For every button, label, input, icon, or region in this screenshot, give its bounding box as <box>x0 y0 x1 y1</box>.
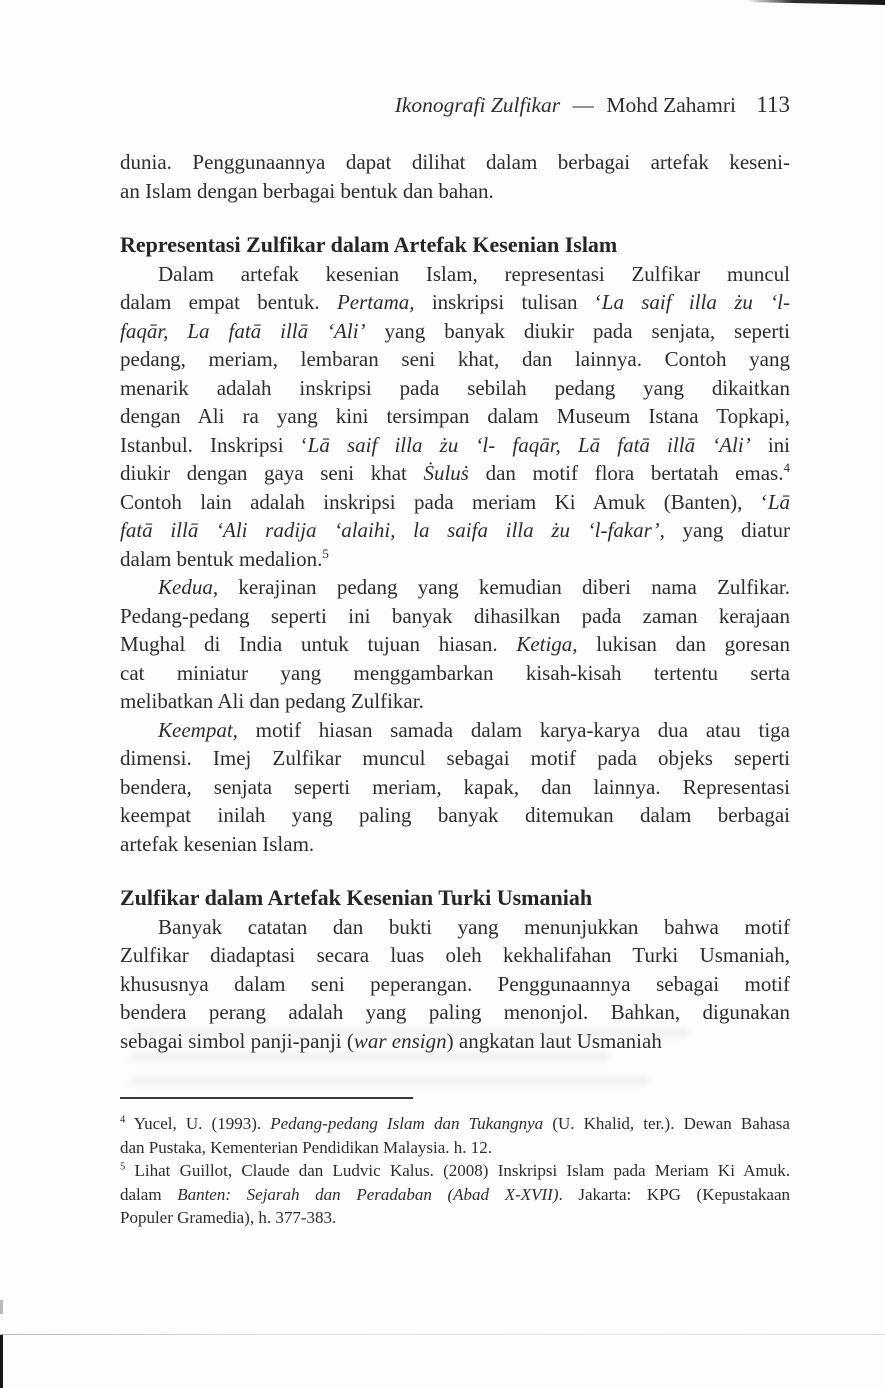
text-run: dimensi. Imej Zulfikar muncul sebagai motif pada objeks seperti <box>120 746 790 770</box>
text-line <box>120 1027 790 1056</box>
running-header <box>120 92 790 118</box>
header-article-title: Ikonografi Zulfikar <box>394 93 561 117</box>
text-run: Dalam artefak kesenian Islam, representasi Zulfikar muncul <box>158 261 790 286</box>
text-run: Banten: Sejarah dan Peradaban (Abad X-XVII) <box>177 1184 559 1204</box>
text-run: fatā illā ‘Ali radija ‘alaihi, la saifa illa żu ‘l-fakar’ <box>120 518 660 542</box>
footnotes-section <box>120 1097 790 1230</box>
text-run: Pedang-pedang seperti ini banyak dihasilkan pada zaman kerajaan <box>120 603 790 628</box>
text-run: keempat inilah yang paling banyak ditemukan dalam berbagai <box>120 803 790 827</box>
text-run: dan Pustaka, Kementerian Pendidikan Malaysia. h. 12. <box>120 1137 493 1157</box>
text-run: ini <box>750 432 790 457</box>
text-line <box>120 716 790 745</box>
text-line <box>120 260 790 289</box>
text-run: Pertama, <box>336 290 415 314</box>
text-run: ) angkatan laut Usmaniah <box>446 1028 662 1053</box>
text-run: menarik adalah inskripsi pada sebilah pedang yang dikaitkan <box>120 375 790 400</box>
paragraph <box>120 148 790 205</box>
text-run: , yang diatur <box>659 518 790 542</box>
text-line <box>120 431 790 460</box>
text-line <box>120 1183 790 1207</box>
text-run: (U. Khalid, ter.). Dewan Bahasa <box>543 1114 790 1133</box>
footnote-separator-rule <box>120 1097 413 1099</box>
text-run: faqār, La fatā illā ‘Ali’ <box>120 318 366 343</box>
text-line <box>120 1206 790 1230</box>
text-run: dalam empat bentuk. <box>120 290 337 314</box>
text-line <box>120 687 790 716</box>
text-line <box>120 545 790 574</box>
text-run: dalam <box>120 1184 178 1204</box>
text-run: Contoh lain adalah inskripsi pada meriam Ki Amuk (Banten), ‘ <box>120 489 768 514</box>
text-run: Lihat Guillot, Claude dan Ludvic Kalus. (2008) Inskripsi Islam pada Meriam Ki Amuk. <box>125 1161 790 1180</box>
text-run: Istanbul. Inskripsi ‘ <box>120 432 308 457</box>
text-line <box>120 1159 790 1183</box>
text-run: sebagai simbol panji-panji ( <box>120 1028 354 1053</box>
text-line <box>120 941 790 970</box>
text-run: La saif illa żu ‘l- <box>601 290 790 314</box>
footnote-list <box>120 1112 790 1230</box>
paragraph <box>120 913 790 1056</box>
scan-artifact-bottom-line <box>0 1334 885 1335</box>
footnote <box>120 1159 790 1230</box>
text-run: yang banyak diukir pada senjata, seperti <box>365 318 791 343</box>
header-dash: — <box>572 93 595 117</box>
text-run: Ṡuluṡ <box>423 461 469 485</box>
text-line <box>120 998 790 1027</box>
page-number: 113 <box>756 92 790 117</box>
footnote-marker: 4 <box>783 460 790 475</box>
text-line <box>120 288 790 317</box>
section-heading: Representasi Zulfikar dalam Artefak Kesenian Islam <box>120 232 618 257</box>
text-line <box>120 317 790 346</box>
text-run: kerajinan pedang yang kemudian diberi nama Zulfikar. <box>218 575 790 599</box>
text-run: lukisan dan goresan <box>577 632 790 656</box>
text-run: Populer Gramedia), h. 377-383. <box>120 1208 337 1227</box>
text-run: . Jakarta: KPG (Kepustakaan <box>558 1184 791 1204</box>
text-run: an Islam dengan berbagai bentuk dan bahan. <box>120 178 494 203</box>
text-run: Zulfikar diadaptasi secara luas oleh kekhalifahan Turki Usmaniah, <box>120 943 790 967</box>
text-line <box>120 516 790 545</box>
text-line <box>120 801 790 830</box>
footnote-marker: 5 <box>120 1161 126 1173</box>
text-line <box>120 913 790 942</box>
text-line <box>120 177 790 206</box>
text-run: Ketiga, <box>516 632 578 656</box>
text-line <box>120 573 790 602</box>
header-author: Mohd Zahamri <box>606 93 736 117</box>
text-run: dalam bentuk medalion. <box>120 546 323 571</box>
text-line <box>120 374 790 403</box>
text-line <box>120 744 790 773</box>
text-line <box>120 602 790 631</box>
text-run: melibatkan Ali dan pedang Zulfikar. <box>120 689 424 713</box>
page-content <box>120 92 790 1230</box>
text-run: diukir dengan gaya seni khat <box>120 461 424 485</box>
text-run: Yucel, U. (1993). <box>125 1114 271 1133</box>
paragraph <box>120 573 790 716</box>
scan-artifact-left-edge-strip <box>0 1335 3 1388</box>
text-line <box>120 773 790 802</box>
text-line <box>120 630 790 659</box>
text-run: dan motif flora bertatah emas. <box>468 461 784 485</box>
text-run: artefak kesenian Islam. <box>120 831 315 856</box>
text-line <box>120 345 790 374</box>
text-run: dunia. Penggunaannya dapat dilihat dalam berbagai artefak keseni- <box>120 150 790 174</box>
page-body <box>120 148 790 1055</box>
text-run: Kedua, <box>158 575 219 599</box>
text-line <box>120 459 790 488</box>
text-run: Banyak catatan dan bukti yang menunjukkan bahwa motif <box>158 914 790 939</box>
footnote <box>120 1112 790 1159</box>
text-run: motif hiasan samada dalam karya-karya dua atau tiga <box>237 717 790 742</box>
text-run: pedang, meriam, lembaran seni khat, dan lainnya. Contoh yang <box>120 347 790 371</box>
section-heading: Zulfikar dalam Artefak Kesenian Turki Usmaniah <box>120 885 593 910</box>
text-line <box>120 148 790 177</box>
text-run: Mughal di India untuk tujuan hiasan. <box>120 632 517 656</box>
footnote-marker: 5 <box>322 545 329 561</box>
text-run: bendera perang adalah yang paling menonjol. Bahkan, digunakan <box>120 1000 790 1024</box>
text-run: dengan Ali ra yang kini tersimpan dalam Museum Istana Topkapi, <box>120 404 790 428</box>
footnote-marker: 4 <box>120 1114 126 1126</box>
scan-artifact-top-right-streak <box>745 0 885 5</box>
text-run: khususnya dalam seni peperangan. Penggunaannya sebagai motif <box>120 971 790 996</box>
text-line <box>120 970 790 999</box>
text-run: bendera, senjata seperti meriam, kapak, dan lainnya. Representasi <box>120 774 790 799</box>
text-run: war ensign <box>353 1028 447 1053</box>
text-run: Pedang-pedang Islam dan Tukangnya <box>270 1114 544 1133</box>
text-run: Lā <box>767 489 790 514</box>
text-run: Lā saif illa żu ‘l- faqār, Lā fatā illā ‘Ali’ <box>307 432 751 457</box>
text-run: inskripsi tulisan ‘ <box>414 290 602 314</box>
text-line <box>120 1112 790 1136</box>
scan-artifact-left-speck <box>0 1300 3 1314</box>
text-line <box>120 402 790 431</box>
paragraph <box>120 716 790 859</box>
text-run: cat miniatur yang menggambarkan kisah-kisah tertentu serta <box>120 660 790 685</box>
paragraph <box>120 260 790 574</box>
text-line <box>120 830 790 859</box>
text-line <box>120 1136 790 1160</box>
text-line <box>120 488 790 517</box>
text-line <box>120 659 790 688</box>
text-run: Keempat, <box>158 717 238 742</box>
